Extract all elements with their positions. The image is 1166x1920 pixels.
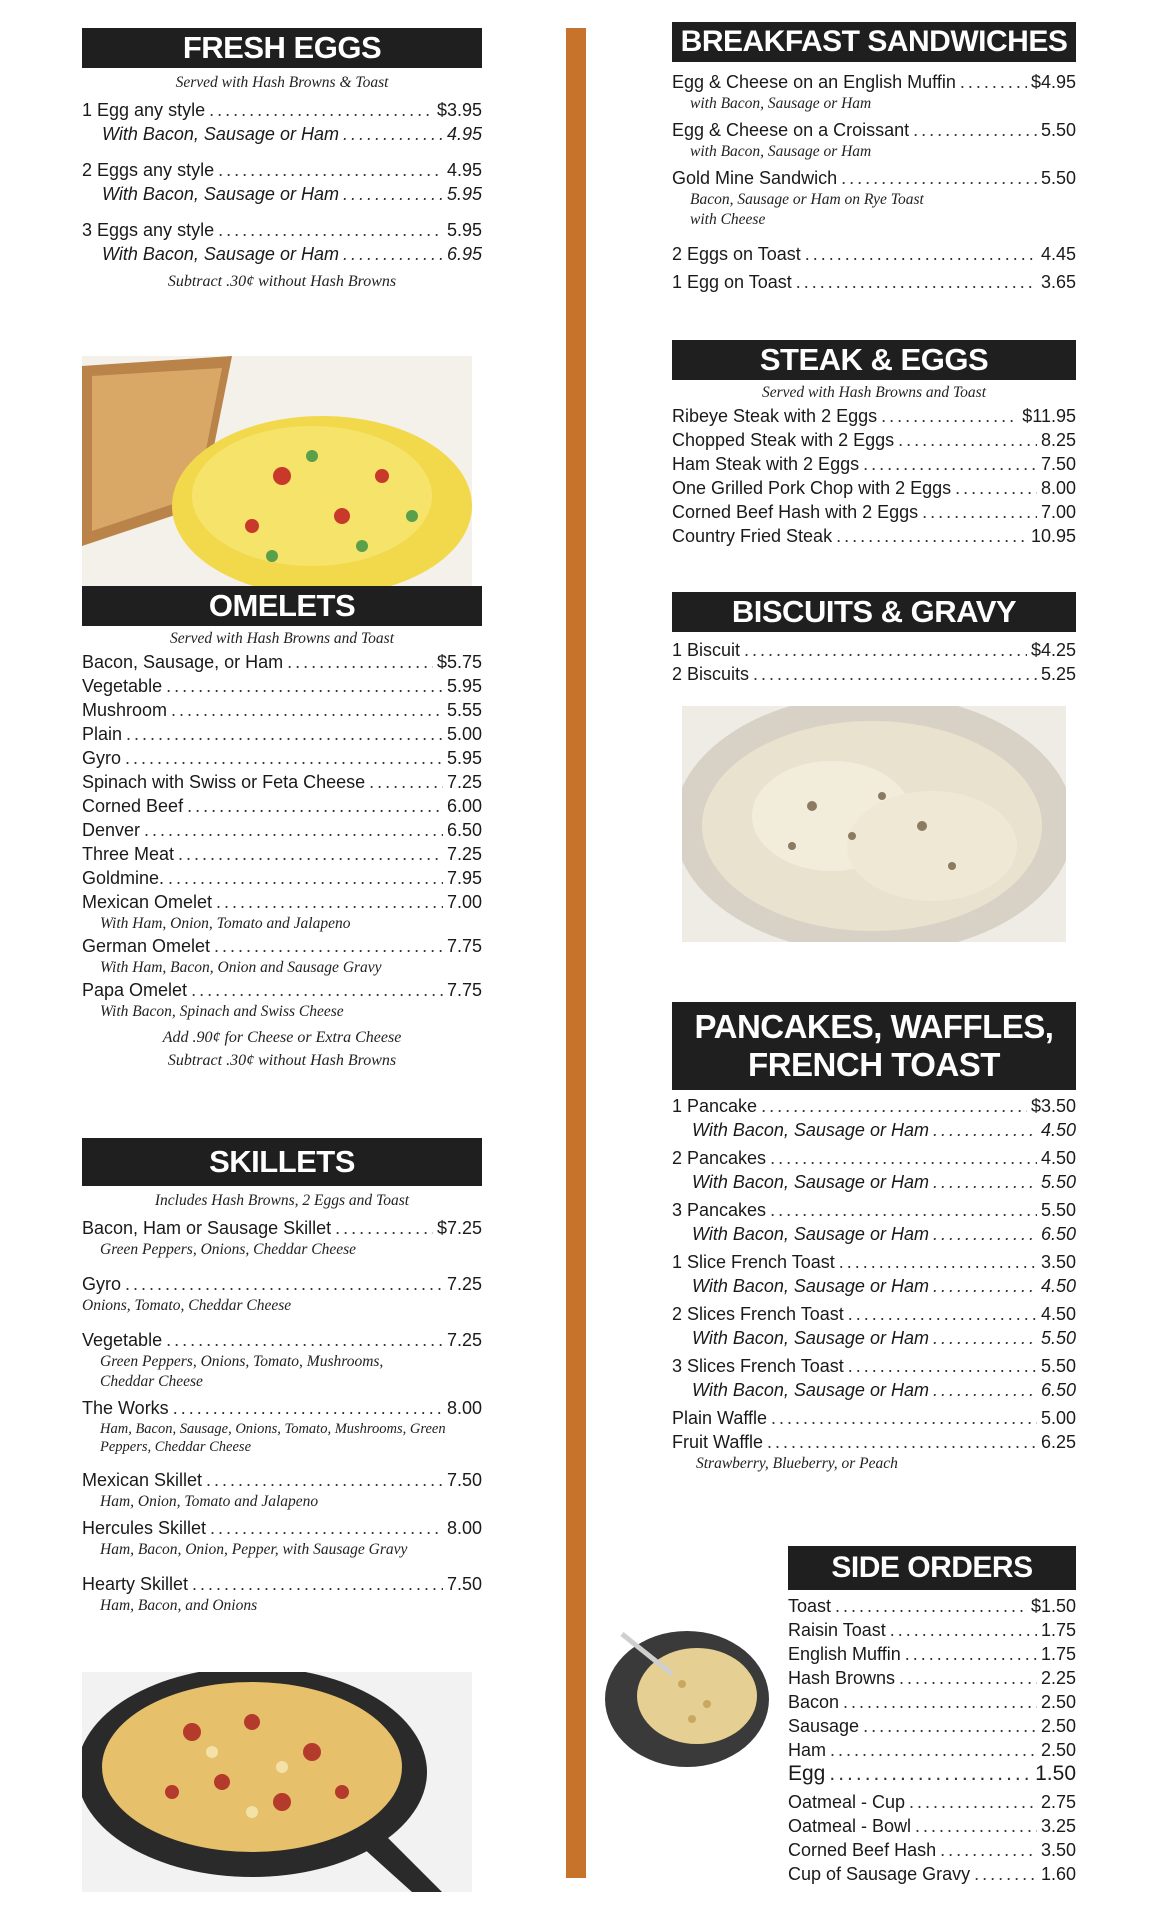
menu-item: Spinach with Swiss or Feta Cheese ..... 7.25	[82, 770, 482, 794]
menu-item-addon: With Bacon, Sausage or Ham ..... 5.50	[672, 1170, 1076, 1194]
menu-item: Ham Steak with 2 Eggs ..... 7.50	[672, 452, 1076, 476]
menu-item: Egg & Cheese on an English Muffin ..... $4.95	[672, 70, 1076, 94]
biscuits-gravy-header: BISCUITS & GRAVY	[672, 592, 1076, 632]
menu-item: Hercules Skillet ..... 8.00	[82, 1516, 482, 1540]
menu-item-addon: With Bacon, Sausage or Ham ..... 6.50	[672, 1222, 1076, 1246]
menu-item-addon: With Bacon, Sausage or Ham ..... 6.50	[672, 1378, 1076, 1402]
menu-item-desc: With Ham, Onion, Tomato and Jalapeno	[100, 915, 351, 932]
menu-item: Toast ..... $1.50	[788, 1594, 1076, 1618]
menu-item: 2 Eggs on Toast ..... 4.45	[672, 242, 1076, 266]
fresh-eggs-section	[82, 28, 482, 293]
skillet-photo	[82, 1672, 472, 1892]
column-divider	[566, 28, 586, 1878]
menu-item: Fruit Waffle ..... 6.25	[672, 1430, 1076, 1454]
pancakes-header	[672, 1002, 1076, 1090]
omelets-note-hash: Subtract .30¢ without Hash Browns	[167, 1052, 397, 1069]
menu-item: Egg ..... 1.50	[788, 1762, 1076, 1786]
biscuits-gravy-photo	[682, 706, 1066, 942]
pancakes-header-line2: FRENCH TOAST	[748, 1046, 1000, 1083]
menu-item-desc: Green Peppers, Onions, Tomato, Mushrooms, Cheddar Cheese	[100, 1353, 384, 1390]
waffle-note: Strawberry, Blueberry, or Peach	[696, 1455, 898, 1472]
menu-item: Plain ..... 5.00	[82, 722, 482, 746]
menu-item: Mushroom ..... 5.55	[82, 698, 482, 722]
menu-item: Ribeye Steak with 2 Eggs ..... $11.95	[672, 404, 1076, 428]
menu-item: Mexican Omelet ..... 7.00	[82, 890, 482, 914]
menu-item: Papa Omelet ..... 7.75	[82, 978, 482, 1002]
menu-item-desc: with Bacon, Sausage or Ham	[690, 143, 872, 160]
menu-item: 1 Slice French Toast ..... 3.50	[672, 1250, 1076, 1274]
menu-item: Gold Mine Sandwich ..... 5.50	[672, 166, 1076, 190]
menu-item: Denver ..... 6.50	[82, 818, 482, 842]
menu-item: One Grilled Pork Chop with 2 Eggs ..... 8.00	[672, 476, 1076, 500]
menu-item: Three Meat ..... 7.25	[82, 842, 482, 866]
skillets-section	[82, 1138, 482, 1616]
menu-item-desc: Ham, Bacon, Onion, Pepper, with Sausage Gravy	[100, 1541, 408, 1558]
menu-item: Vegetable ..... 7.25	[82, 1328, 482, 1352]
menu-item: Gyro ..... 5.95	[82, 746, 482, 770]
menu-item: The Works ..... 8.00	[82, 1396, 482, 1420]
menu-item-addon: With Bacon, Sausage or Ham ..... 4.50	[672, 1274, 1076, 1298]
menu-item: 3 Eggs any style ..... 5.95	[82, 218, 482, 242]
menu-item-desc: With Bacon, Spinach and Swiss Cheese	[100, 1003, 344, 1020]
menu-item-desc: Bacon, Sausage or Ham on Rye Toast with Cheese	[690, 191, 924, 228]
side-orders-section	[788, 1546, 1076, 1886]
menu-item: German Omelet ..... 7.75	[82, 934, 482, 958]
menu-item: 1 Egg any style ..... $3.95	[82, 98, 482, 122]
menu-item-desc: Green Peppers, Onions, Cheddar Cheese	[100, 1241, 356, 1258]
menu-item-addon: With Bacon, Sausage or Ham ..... 4.95	[82, 122, 482, 146]
steak-eggs-header: STEAK & EGGS	[672, 340, 1076, 380]
menu-item: 1 Biscuit ..... $4.25	[672, 638, 1076, 662]
menu-item-desc: Ham, Bacon, and Onions	[100, 1597, 258, 1614]
side-orders-header: SIDE ORDERS	[788, 1546, 1076, 1590]
pancakes-header-line1: PANCAKES, WAFFLES,	[694, 1008, 1054, 1045]
menu-item: Hearty Skillet ..... 7.50	[82, 1572, 482, 1596]
fresh-eggs-header: FRESH EGGS	[82, 28, 482, 68]
fresh-eggs-subtitle: Served with Hash Browns & Toast	[175, 74, 389, 91]
menu-item: Vegetable ..... 5.95	[82, 674, 482, 698]
biscuits-gravy-section	[672, 592, 1076, 686]
fresh-eggs-note: Subtract .30¢ without Hash Browns	[167, 273, 397, 290]
menu-item: 1 Pancake ..... $3.50	[672, 1094, 1076, 1118]
menu-item-desc: With Ham, Bacon, Onion and Sausage Gravy	[100, 959, 382, 976]
menu-item: Corned Beef Hash ..... 3.50	[788, 1838, 1076, 1862]
menu-item: Bacon, Sausage, or Ham ..... $5.75	[82, 650, 482, 674]
menu-item-desc: Onions, Tomato, Cheddar Cheese	[82, 1297, 292, 1314]
menu-item: Goldmine. ..... 7.95	[82, 866, 482, 890]
menu-item-addon: With Bacon, Sausage or Ham ..... 5.50	[672, 1326, 1076, 1350]
menu-item: Chopped Steak with 2 Eggs ..... 8.25	[672, 428, 1076, 452]
skillets-header: SKILLETS	[82, 1138, 482, 1186]
omelets-header: OMELETS	[82, 586, 482, 626]
menu-item: Bacon, Ham or Sausage Skillet ..... $7.25	[82, 1216, 482, 1240]
menu-item: 2 Pancakes ..... 4.50	[672, 1146, 1076, 1170]
steak-eggs-subtitle: Served with Hash Browns and Toast	[761, 384, 987, 401]
menu-item-desc: with Bacon, Sausage or Ham	[690, 95, 872, 112]
menu-item: 2 Eggs any style ..... 4.95	[82, 158, 482, 182]
menu-item: Cup of Sausage Gravy ..... 1.60	[788, 1862, 1076, 1886]
menu-item: Corned Beef Hash with 2 Eggs ..... 7.00	[672, 500, 1076, 524]
steak-eggs-section	[672, 340, 1076, 548]
pancakes-section	[672, 1002, 1076, 1474]
menu-item-addon: With Bacon, Sausage or Ham ..... 5.95	[82, 182, 482, 206]
menu-item: English Muffin ..... 1.75	[788, 1642, 1076, 1666]
menu-item-addon: With Bacon, Sausage or Ham ..... 4.50	[672, 1118, 1076, 1142]
omelets-section	[82, 586, 482, 1072]
menu-item: 3 Pancakes ..... 5.50	[672, 1198, 1076, 1222]
menu-item: Raisin Toast ..... 1.75	[788, 1618, 1076, 1642]
menu-item: 2 Biscuits ..... 5.25	[672, 662, 1076, 686]
menu-item: Bacon ..... 2.50	[788, 1690, 1076, 1714]
menu-item: Plain Waffle ..... 5.00	[672, 1406, 1076, 1430]
menu-item: Ham ..... 2.50	[788, 1738, 1076, 1762]
menu-item: Egg & Cheese on a Croissant ..... 5.50	[672, 118, 1076, 142]
menu-item: 1 Egg on Toast ..... 3.65	[672, 270, 1076, 294]
menu-item: Gyro ..... 7.25	[82, 1272, 482, 1296]
omelets-note-cheese: Add .90¢ for Cheese or Extra Cheese	[162, 1029, 402, 1046]
menu-item: Oatmeal - Bowl ..... 3.25	[788, 1814, 1076, 1838]
menu-item: Corned Beef ..... 6.00	[82, 794, 482, 818]
menu-item: Country Fried Steak ..... 10.95	[672, 524, 1076, 548]
menu-item: 2 Slices French Toast ..... 4.50	[672, 1302, 1076, 1326]
skillets-subtitle: Includes Hash Browns, 2 Eggs and Toast	[154, 1192, 410, 1209]
menu-item-desc: Ham, Onion, Tomato and Jalapeno	[100, 1493, 319, 1510]
breakfast-sandwiches-section	[672, 22, 1076, 294]
menu-item: Hash Browns ..... 2.25	[788, 1666, 1076, 1690]
menu-item-desc: Ham, Bacon, Sausage, Onions, Tomato, Mushrooms, Green Peppers, Cheddar Cheese	[100, 1421, 446, 1455]
menu-item: Sausage ..... 2.50	[788, 1714, 1076, 1738]
oatmeal-photo	[602, 1624, 772, 1774]
menu-item: 3 Slices French Toast ..... 5.50	[672, 1354, 1076, 1378]
menu-item: Mexican Skillet ..... 7.50	[82, 1468, 482, 1492]
menu-item-addon: With Bacon, Sausage or Ham ..... 6.95	[82, 242, 482, 266]
menu-item: Oatmeal - Cup ..... 2.75	[788, 1790, 1076, 1814]
breakfast-sandwiches-header: BREAKFAST SANDWICHES	[672, 22, 1076, 62]
omelet-photo	[82, 356, 472, 588]
omelets-subtitle: Served with Hash Browns and Toast	[169, 630, 395, 647]
